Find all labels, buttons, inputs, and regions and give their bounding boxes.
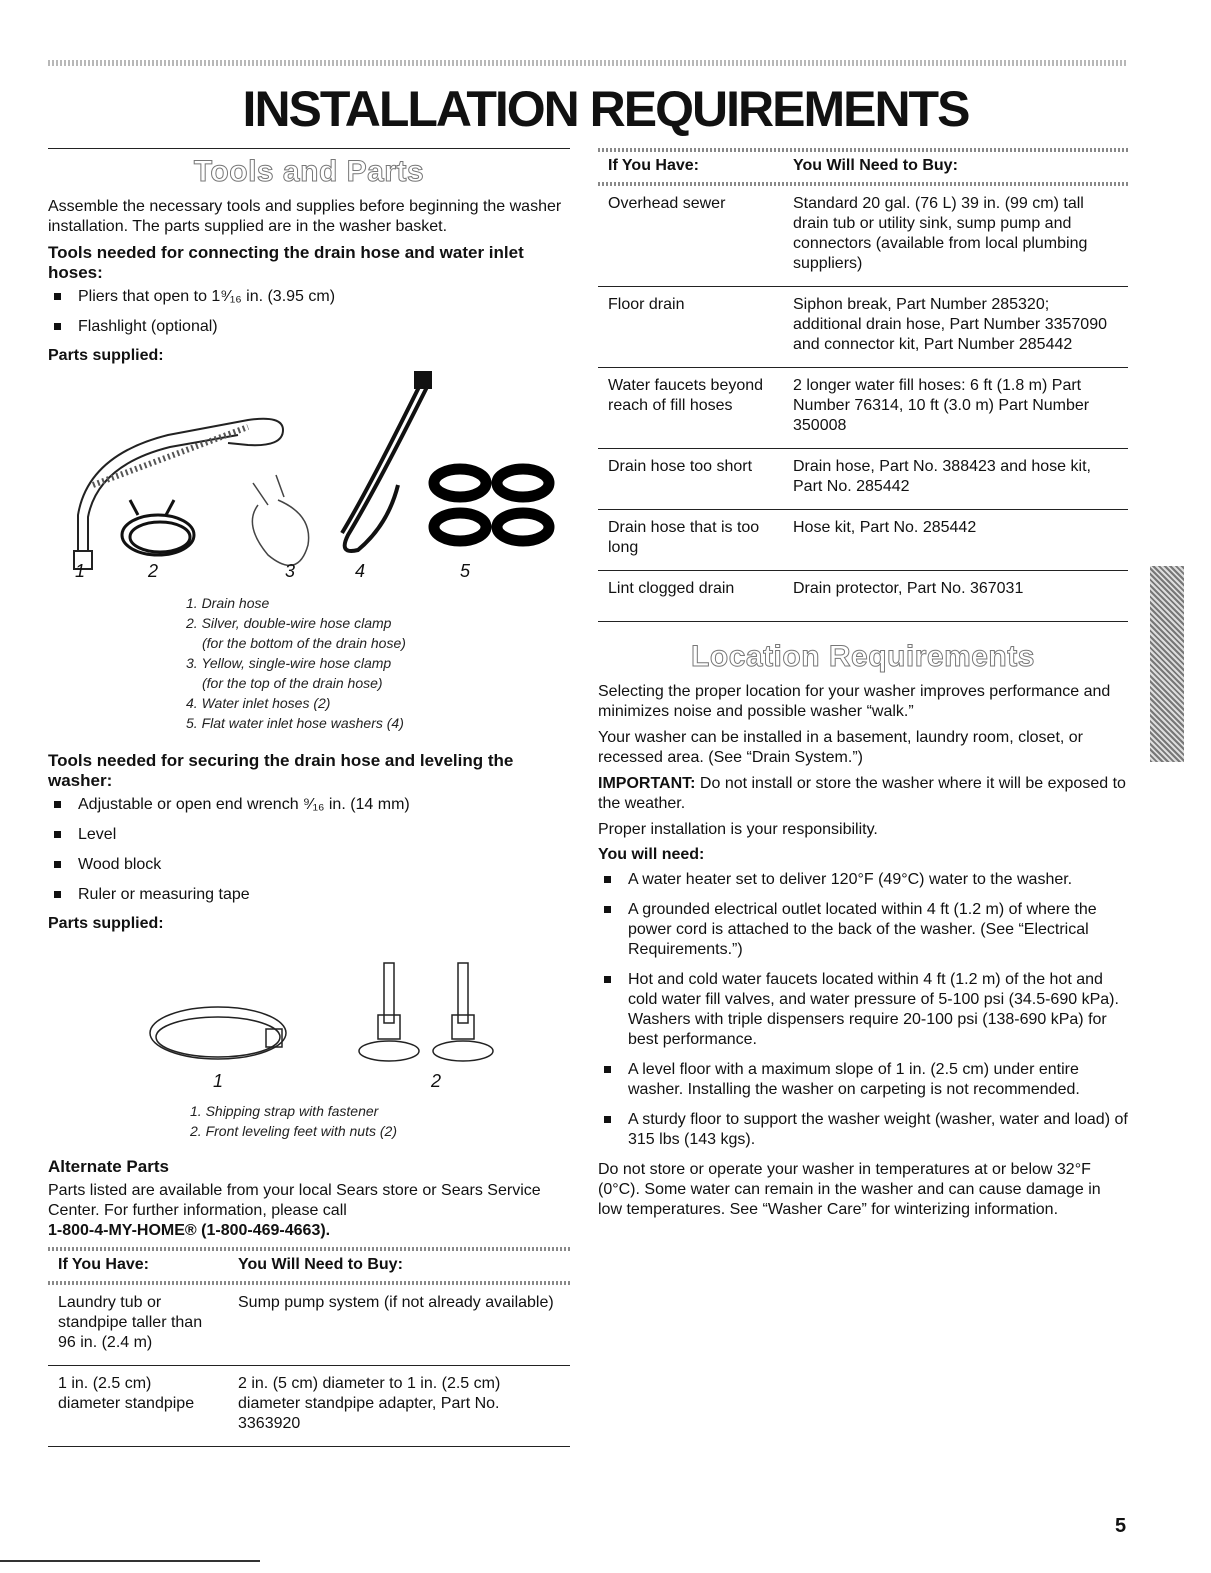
parts-illustration-1: [48, 365, 570, 587]
cell-have: Lint clogged drain: [598, 571, 783, 622]
col-header: You Will Need to Buy:: [238, 1256, 403, 1273]
col-header: If You Have:: [58, 1256, 149, 1273]
parts-figure-1: [48, 365, 570, 587]
cell-buy: Sump pump system (if not already available): [228, 1285, 570, 1366]
figure-number: 2: [431, 1071, 442, 1091]
yellow-clamp-icon: [252, 475, 308, 565]
location-p1: Selecting the proper location for your washer improves performance and minimizes noise and possible washer “walk.”: [598, 683, 1111, 720]
drain-hose-icon: [74, 419, 283, 569]
tools-heading: Tools and Parts: [193, 155, 425, 188]
tools-intro: Assemble the necessary tools and supplies before beginning the washer installation. The parts supplied are in the washer basket.: [48, 198, 562, 235]
cell-have: Drain hose too short: [598, 449, 783, 510]
inlet-hose-icon: [342, 373, 430, 551]
cell-have: Laundry tub or standpipe taller than 96 in. (2.4 m): [48, 1285, 228, 1366]
caption: 5. Flat water inlet hose washers (4): [186, 715, 404, 731]
need-label: You will need:: [598, 846, 705, 863]
list-item: A level floor with a maximum slope of 1 in. (2.5 cm) under entire washer. Installing the washer on carpeting is not recommended.: [598, 1060, 1128, 1100]
cell-buy: Siphon break, Part Number 285320; additional drain hose, Part Number 3357090 and connector kit, Part Number 285442: [783, 287, 1128, 368]
figure-number: 4: [355, 561, 366, 581]
bottom-rule: [0, 1560, 260, 1564]
alternate-heading: Alternate Parts: [48, 1157, 169, 1176]
shipping-strap-icon: [150, 1007, 286, 1059]
cell-have: Overhead sewer: [598, 186, 783, 287]
parts-illustration-2: [48, 933, 570, 1083]
figure-2-captions: [48, 1101, 570, 1141]
cell-buy: Standard 20 gal. (76 L) 39 in. (99 cm) tall drain tub or utility sink, sump pump and connectors (available from local plumbing suppliers): [783, 186, 1128, 287]
table-header: [598, 152, 1128, 182]
table-row: [598, 368, 1128, 449]
location-heading: Location Requirements: [691, 640, 1035, 673]
parts-supplied-label-2: Parts supplied:: [48, 915, 164, 932]
cell-buy: Drain protector, Part No. 367031: [783, 571, 1128, 622]
table-row: [598, 510, 1128, 571]
caption: 2. Front leveling feet with nuts (2): [190, 1123, 397, 1139]
list-item: Adjustable or open end wrench ⁹⁄₁₆ in. (14 mm): [48, 795, 570, 815]
figure-number: 3: [285, 561, 296, 581]
list-item: A sturdy floor to support the washer weight (washer, water and load) of 315 lbs (143 kgs).: [598, 1110, 1128, 1150]
list-item: Pliers that open to 1⁹⁄₁₆ in. (3.95 cm): [48, 287, 570, 307]
table-header: [48, 1251, 570, 1281]
caption: 3. Yellow, single-wire hose clamp: [186, 655, 392, 671]
alternate-phone: 1-800-4-MY-HOME® (1-800-469-4663).: [48, 1222, 331, 1239]
parts-figure-2: [48, 933, 570, 1101]
list-item: Flashlight (optional): [48, 317, 570, 337]
tools-sub2: Tools needed for securing the drain hose and leveling the washer:: [48, 751, 514, 790]
buy-table: [598, 152, 1128, 622]
figure-1-captions: [48, 593, 570, 733]
cell-have: Water faucets beyond reach of fill hoses: [598, 368, 783, 449]
cell-buy: 2 longer water fill hoses: 6 ft (1.8 m) Part Number 76314, 10 ft (3.0 m) Part Number 350008: [783, 368, 1128, 449]
cell-have: 1 in. (2.5 cm) diameter standpipe: [48, 1366, 228, 1447]
col-header: You Will Need to Buy:: [793, 157, 958, 174]
caption: 1. Shipping strap with fastener: [190, 1103, 379, 1119]
needs-list: [598, 870, 1128, 1150]
caption: (for the top of the drain hose): [202, 675, 383, 691]
location-important: [598, 774, 1128, 814]
leveling-foot-icon: [359, 963, 493, 1061]
cell-have: Floor drain: [598, 287, 783, 368]
page-number: 5: [1115, 1515, 1127, 1537]
table-row: [48, 1366, 570, 1447]
location-p4: Do not store or operate your washer in temperatures at or below 32°F (0°C). Some water can remain in the washer and can cause damage in low temperatures. See “Washer Care” for winterizing information.: [598, 1161, 1101, 1218]
location-p3: Proper installation is your responsibility.: [598, 821, 878, 838]
language-side-tab: [1150, 566, 1184, 762]
table-row: [598, 449, 1128, 510]
caption: 2. Silver, double-wire hose clamp: [186, 615, 392, 631]
right-column: [598, 148, 1128, 1226]
list-item: Hot and cold water faucets located within 4 ft (1.2 m) of the hot and cold water fill valves, and water pressure of 5-100 psi (34.5-690 kPa). Washers with triple dispensers require 20-100 psi (138-690 kPa) for best performance.: [598, 970, 1128, 1050]
list-item: A grounded electrical outlet located within 4 ft (1.2 m) of where the power cord is attached to the back of the washer. (See “Electrical Requirements.”): [598, 900, 1128, 960]
table-row: [48, 1285, 570, 1366]
tools-sub1: Tools needed for connecting the drain hose and water inlet hoses:: [48, 243, 524, 282]
important-text: Do not install or store the washer where it will be exposed to the weather.: [598, 775, 1126, 812]
top-dotted-rule: [48, 60, 1128, 66]
figure-number: 5: [460, 561, 471, 581]
left-column: [48, 148, 570, 1447]
table-row: [598, 287, 1128, 368]
caption: 4. Water inlet hoses (2): [186, 695, 331, 711]
cell-buy: 2 in. (5 cm) diameter to 1 in. (2.5 cm) diameter standpipe adapter, Part No. 3363920: [228, 1366, 570, 1447]
cell-have: Drain hose that is too long: [598, 510, 783, 571]
page-title: INSTALLATION REQUIREMENTS: [242, 81, 969, 137]
caption: 1. Drain hose: [186, 595, 270, 611]
silver-clamp-icon: [122, 500, 194, 555]
inlet-washer-icon: [434, 469, 549, 541]
list-item: Level: [48, 825, 570, 845]
caption: (for the bottom of the drain hose): [202, 635, 406, 651]
alternate-table: [48, 1251, 570, 1447]
col-header: If You Have:: [608, 157, 699, 174]
important-label: IMPORTANT:: [598, 775, 696, 792]
table-row: [598, 186, 1128, 287]
location-p2: Your washer can be installed in a basement, laundry room, closet, or recessed area. (See “Drain System.”): [598, 729, 1084, 766]
tools-list1: [48, 287, 570, 337]
cell-buy: Hose kit, Part No. 285442: [783, 510, 1128, 571]
figure-number: 2: [148, 561, 159, 581]
tools-list2: [48, 795, 570, 905]
list-item: Ruler or measuring tape: [48, 885, 570, 905]
alternate-text: Parts listed are available from your local Sears store or Sears Service Center. For further information, please call: [48, 1182, 541, 1219]
figure-number: 1: [75, 561, 86, 581]
parts-supplied-label: Parts supplied:: [48, 347, 164, 364]
cell-buy: Drain hose, Part No. 388423 and hose kit, Part No. 285442: [783, 449, 1128, 510]
table-row: [598, 571, 1128, 622]
list-item: Wood block: [48, 855, 570, 875]
figure-number: 1: [213, 1071, 224, 1091]
list-item: A water heater set to deliver 120°F (49°C) water to the washer.: [598, 870, 1128, 890]
section-rule: [48, 148, 570, 149]
